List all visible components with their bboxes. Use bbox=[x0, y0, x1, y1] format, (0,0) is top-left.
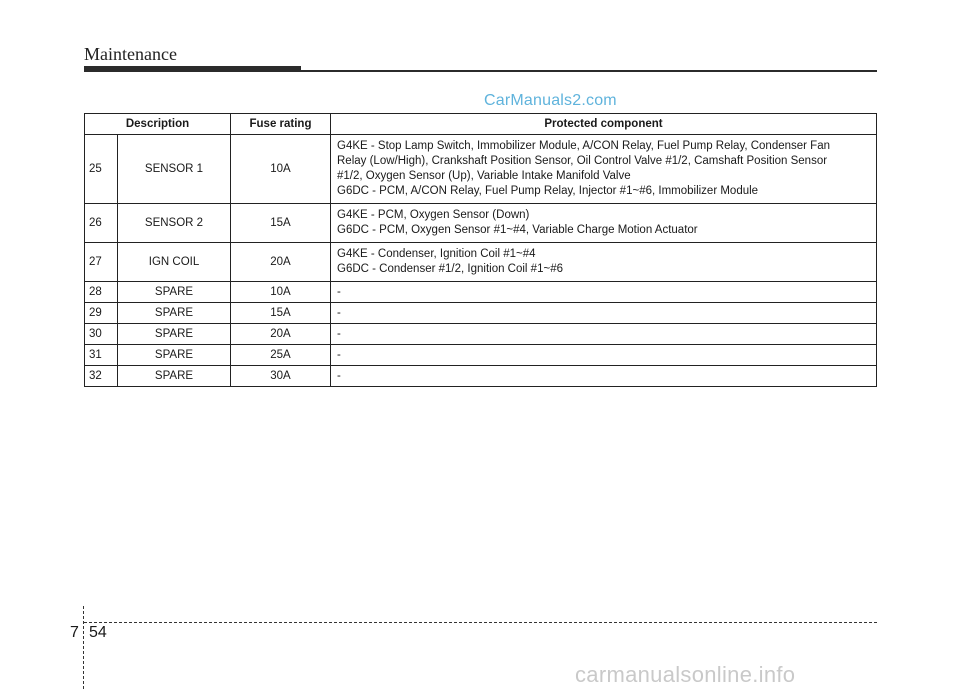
page-section-number: 7 bbox=[70, 624, 79, 641]
table-row bbox=[85, 303, 877, 324]
fuse-number: 31 bbox=[85, 345, 118, 366]
fuse-rating: 10A bbox=[231, 282, 331, 303]
fuse-rating: 15A bbox=[231, 204, 331, 243]
fuse-number: 25 bbox=[85, 135, 118, 204]
component-line: G4KE - PCM, Oxygen Sensor (Down) bbox=[337, 209, 530, 221]
protected-component: - bbox=[331, 324, 877, 345]
table-row bbox=[85, 282, 877, 303]
protected-component bbox=[331, 243, 877, 282]
component-line: Relay (Low/High), Crankshaft Position Sensor, Oil Control Valve #1/2, Camshaft Position Sensor bbox=[337, 155, 828, 167]
fuse-number: 29 bbox=[85, 303, 118, 324]
protected-component: - bbox=[331, 345, 877, 366]
component-line: G4KE - Stop Lamp Switch, Immobilizer Module, A/CON Relay, Fuel Pump Relay, Condenser Fan bbox=[337, 140, 830, 152]
component-line: G6DC - Condenser #1/2, Ignition Coil #1~#6 bbox=[337, 263, 563, 275]
table-row bbox=[85, 243, 877, 282]
header-accent-bar bbox=[84, 66, 301, 72]
component-line: #1/2, Oxygen Sensor (Up), Variable Intake Manifold Valve bbox=[337, 170, 631, 182]
footer-dashed-rule bbox=[84, 622, 877, 623]
component-line: G4KE - Condenser, Ignition Coil #1~#4 bbox=[337, 248, 536, 260]
watermark-top: CarManuals2.com bbox=[484, 92, 617, 109]
fuse-description: SENSOR 1 bbox=[118, 135, 231, 204]
fuse-number: 30 bbox=[85, 324, 118, 345]
table-row bbox=[85, 324, 877, 345]
column-header-description: Description bbox=[85, 114, 231, 135]
protected-component bbox=[331, 135, 877, 204]
watermark-bottom: carmanualsonline.info bbox=[575, 662, 796, 687]
protected-component: - bbox=[331, 282, 877, 303]
fuse-rating: 30A bbox=[231, 366, 331, 387]
protected-component: - bbox=[331, 303, 877, 324]
page-number: 54 bbox=[89, 624, 107, 641]
fuse-description: SPARE bbox=[118, 303, 231, 324]
fuse-rating: 25A bbox=[231, 345, 331, 366]
page-header-title: Maintenance bbox=[84, 44, 177, 64]
protected-component: - bbox=[331, 366, 877, 387]
fuse-rating: 20A bbox=[231, 243, 331, 282]
table-row bbox=[85, 345, 877, 366]
fuse-table bbox=[84, 113, 877, 387]
fuse-rating: 20A bbox=[231, 324, 331, 345]
component-line: G6DC - PCM, A/CON Relay, Fuel Pump Relay, Injector #1~#6, Immobilizer Module bbox=[337, 185, 759, 197]
fuse-number: 32 bbox=[85, 366, 118, 387]
fuse-description: SPARE bbox=[118, 282, 231, 303]
table-row bbox=[85, 135, 877, 204]
table-row bbox=[85, 204, 877, 243]
component-line: G6DC - PCM, Oxygen Sensor #1~#4, Variable Charge Motion Actuator bbox=[337, 224, 698, 236]
column-header-protected-component: Protected component bbox=[331, 114, 877, 135]
fuse-description: SPARE bbox=[118, 345, 231, 366]
table-row bbox=[85, 366, 877, 387]
fuse-number: 26 bbox=[85, 204, 118, 243]
fuse-description: SENSOR 2 bbox=[118, 204, 231, 243]
fuse-rating: 15A bbox=[231, 303, 331, 324]
fuse-number: 28 bbox=[85, 282, 118, 303]
fuse-description: SPARE bbox=[118, 324, 231, 345]
header-rule bbox=[301, 70, 877, 72]
footer-vertical-rule bbox=[83, 606, 85, 689]
column-header-fuse-rating: Fuse rating bbox=[231, 114, 331, 135]
fuse-number: 27 bbox=[85, 243, 118, 282]
fuse-rating: 10A bbox=[231, 135, 331, 204]
fuse-description: SPARE bbox=[118, 366, 231, 387]
protected-component bbox=[331, 204, 877, 243]
fuse-description: IGN COIL bbox=[118, 243, 231, 282]
table-header-row bbox=[85, 114, 877, 135]
